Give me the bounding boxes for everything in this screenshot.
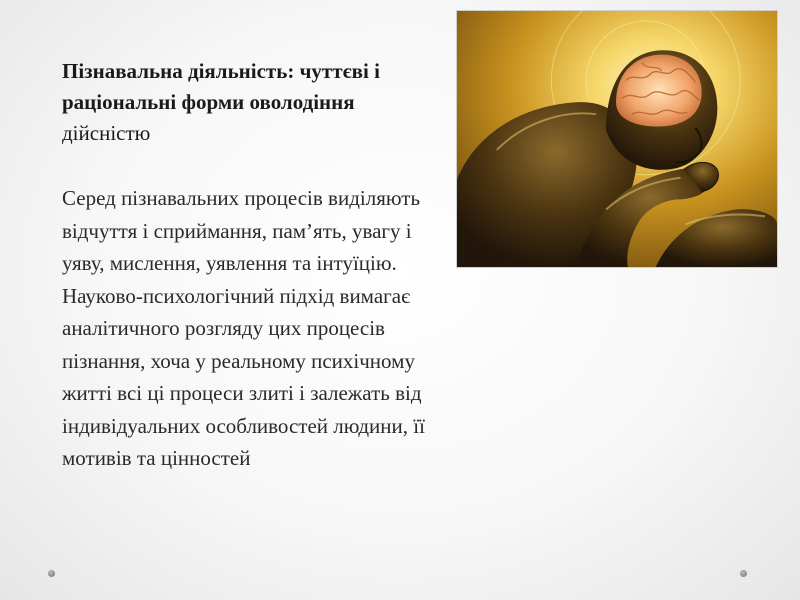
slide-title-rest: дійсністю	[62, 121, 151, 145]
thinker-illustration	[457, 11, 777, 267]
slide-body-text: Серед пізнавальних процесів виділяють відчуття і сприймання, пам’ять, увагу і уяву, мислення, уявлення та інтуїцію. Науково-психологічний підхід вимагає аналітичного розгляду цих процесів пізнання, хоча у реальному психічному житті всі ці процеси злиті і залежать від індивідуальних особливостей людини, її мотивів та цінностей	[62, 186, 425, 470]
slide-dot-right	[740, 570, 747, 577]
slide-dot-left	[48, 570, 55, 577]
slide-title	[62, 56, 422, 149]
thinker-brain-image	[456, 10, 778, 268]
slide-title-bold: Пізнавальна діяльність: чуттєві і раціональні форми оволодіння	[62, 59, 380, 114]
